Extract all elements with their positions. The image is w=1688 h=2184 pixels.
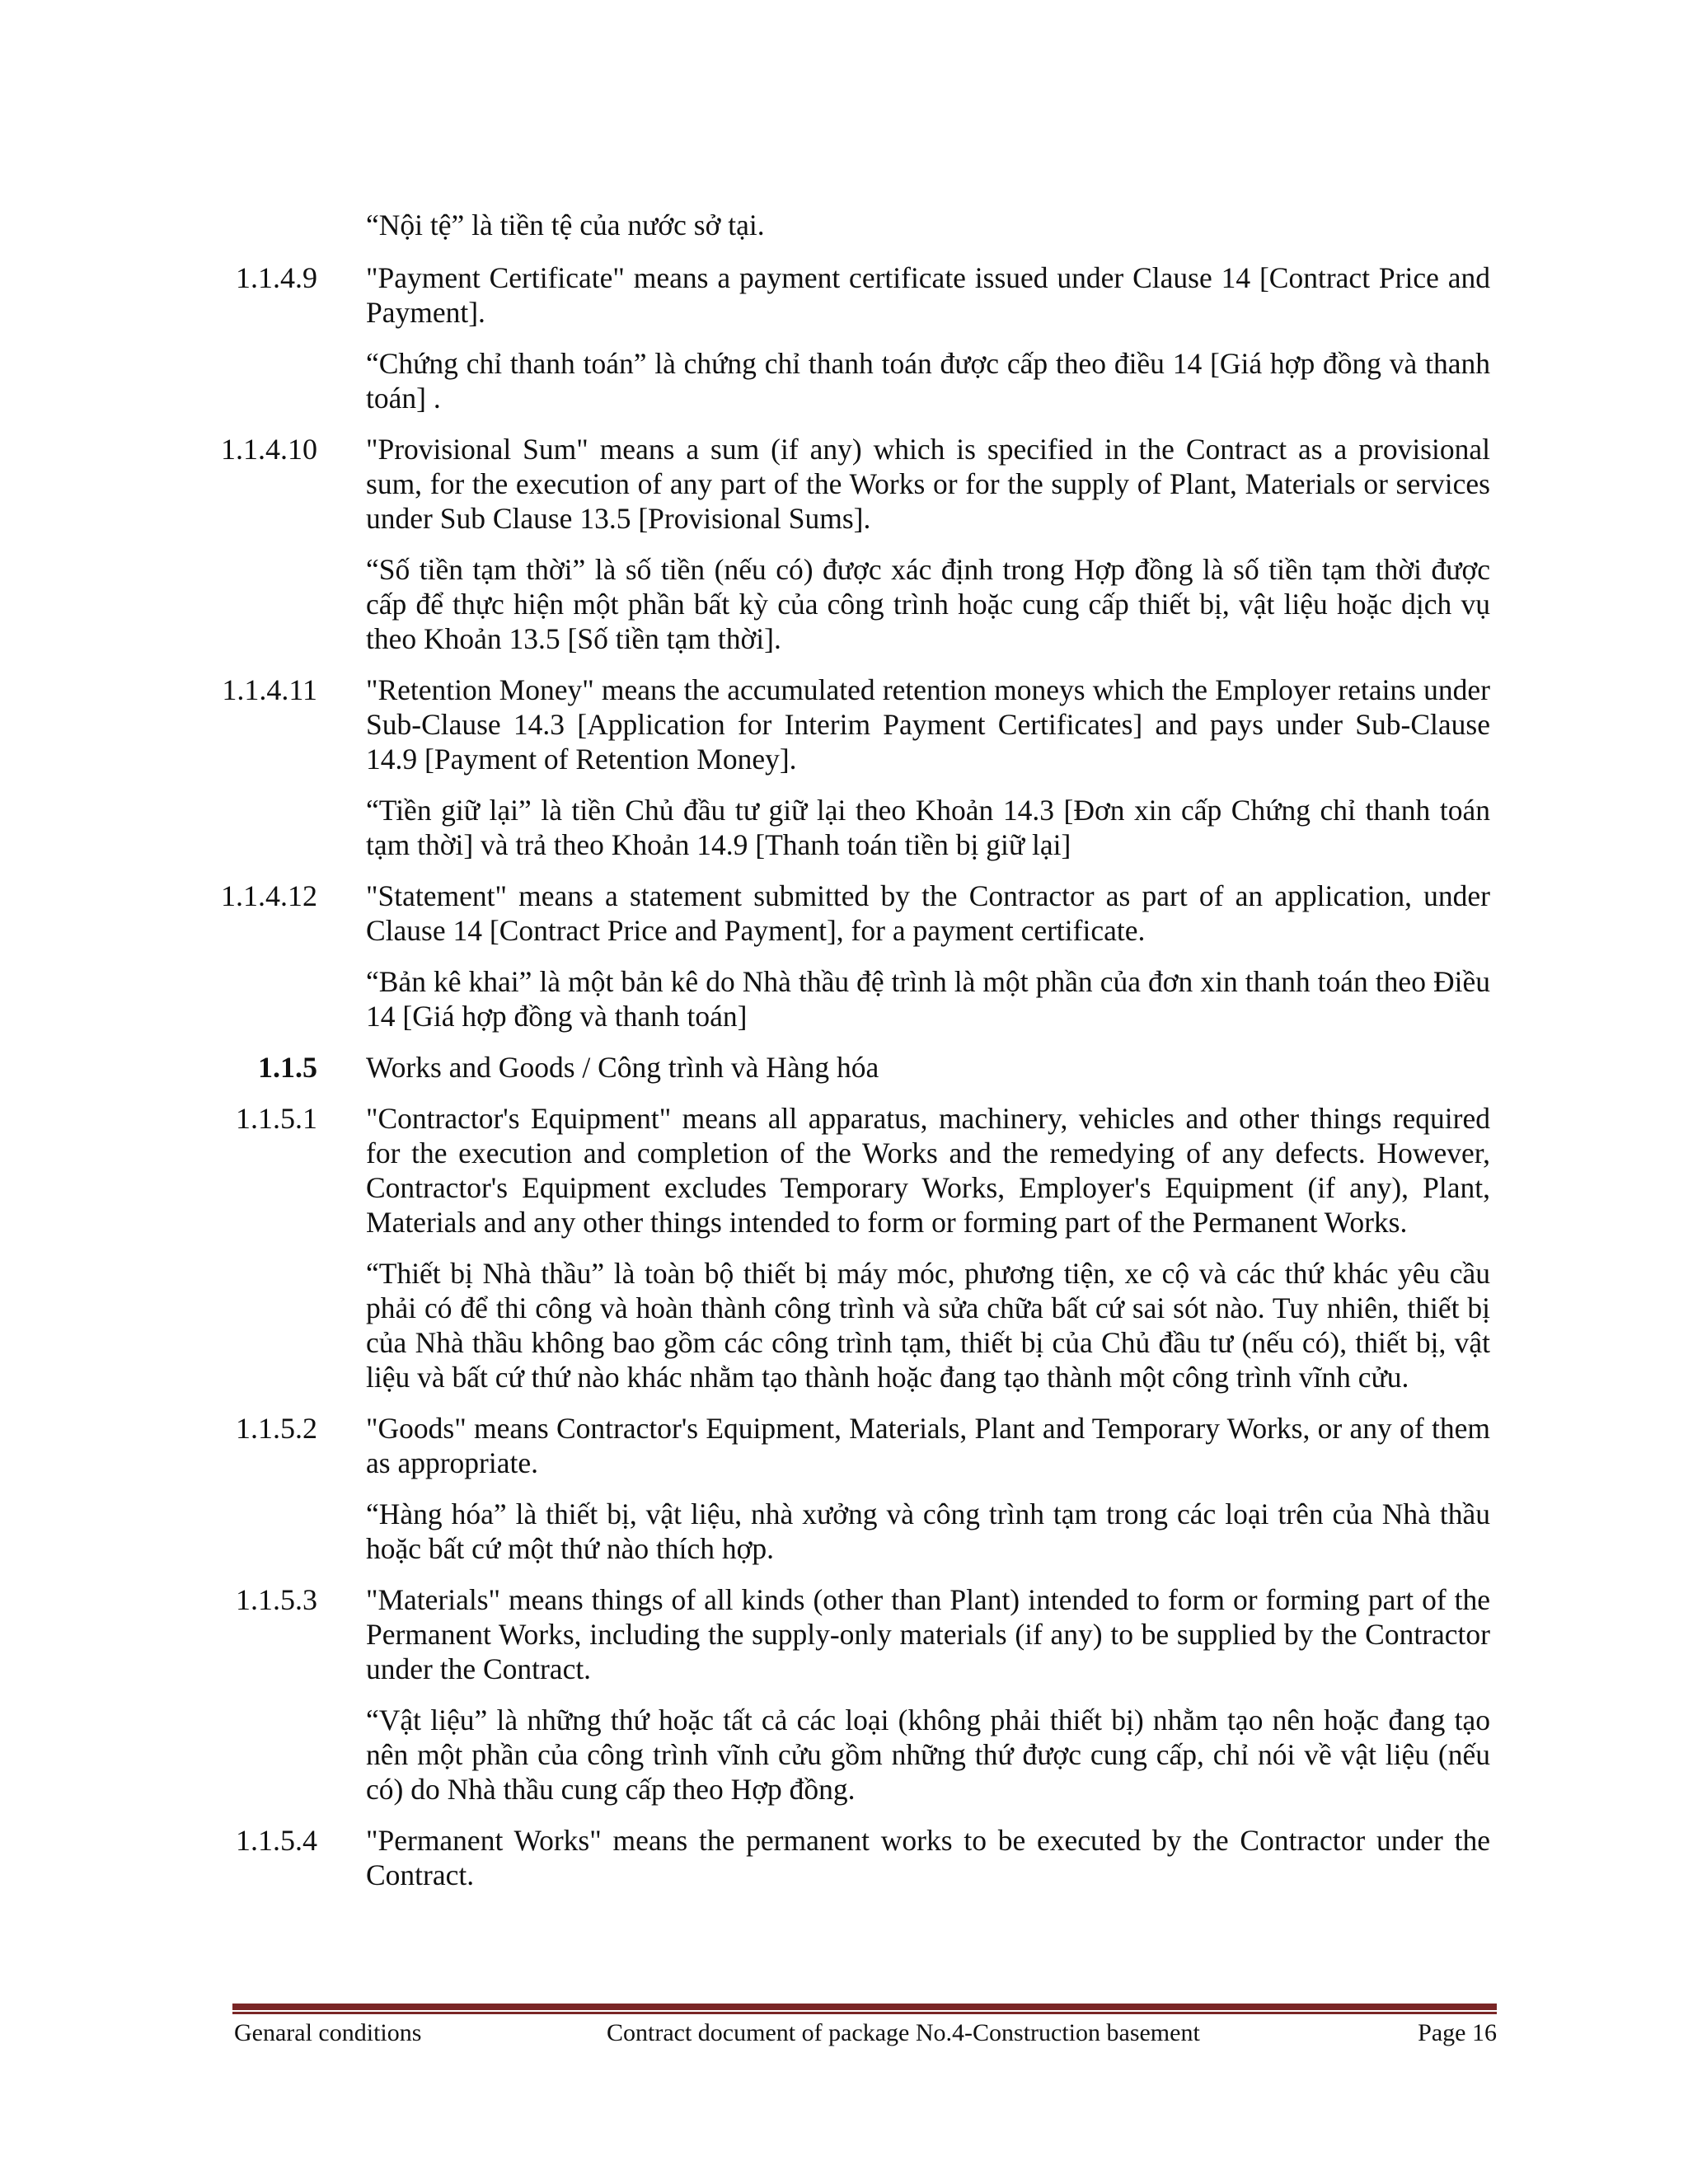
footer-divider-thin bbox=[232, 2012, 1497, 2014]
clause-body bbox=[366, 1101, 1490, 1394]
clause-1-1-5-1 bbox=[0, 1101, 1688, 1394]
clause-paragraph-en: "Payment Certificate" means a payment certificate issued under Clause 14 [Contract Price and Payment]. bbox=[366, 261, 1490, 329]
clause-paragraph-en: "Goods" means Contractor's Equipment, Materials, Plant and Temporary Works, or any of them as appropriate. bbox=[366, 1412, 1490, 1479]
footer-document-title: Contract document of package No.4-Construction basement bbox=[607, 2019, 1200, 2046]
clause-paragraph-en: "Permanent Works" means the permanent works to be executed by the Contractor under the Contract. bbox=[366, 1824, 1490, 1891]
intro-paragraph: “Nội tệ” là tiền tệ của nước sở tại. bbox=[366, 209, 765, 241]
clause-number: 1.1.5.3 bbox=[236, 1583, 317, 1616]
clause-body bbox=[366, 879, 1490, 1033]
footer-divider-thick bbox=[232, 2004, 1497, 2010]
page-footer bbox=[234, 2017, 1497, 2050]
clause-paragraph-en: "Provisional Sum" means a sum (if any) which is specified in the Contract as a provisional sum, for the execution of any part of the Works or for the supply of Plant, Materials or services under Sub Clause 13.5 [Provisional Sums]. bbox=[366, 433, 1490, 535]
clause-body bbox=[366, 260, 1490, 415]
clause-number: 1.1.4.9 bbox=[236, 261, 317, 294]
section-1-1-5 bbox=[0, 1050, 1688, 1085]
clause-body bbox=[366, 1411, 1490, 1566]
clause-number: 1.1.4.12 bbox=[221, 879, 317, 912]
clause-1-1-4-9 bbox=[0, 260, 1688, 415]
clause-1-1-5-2 bbox=[0, 1411, 1688, 1566]
clause-body bbox=[366, 1582, 1490, 1807]
clause-number: 1.1.4.11 bbox=[222, 673, 317, 706]
clause-body bbox=[366, 432, 1490, 656]
clause-paragraph-vi: “Hàng hóa” là thiết bị, vật liệu, nhà xưởng và công trình tạm trong các loại trên của Nhà thầu hoặc bất cứ một thứ nào thích hợp. bbox=[366, 1497, 1490, 1565]
clause-number: 1.1.5.2 bbox=[236, 1412, 317, 1445]
clause-paragraph-vi: “Số tiền tạm thời” là số tiền (nếu có) được xác định trong Hợp đồng là số tiền tạm thời được cấp để thực hiện một phần bất kỳ của công trình hoặc cung cấp thiết bị, vật liệu hoặc dịch vụ theo Khoản 13.5 [Số tiền tạm thời]. bbox=[366, 553, 1490, 655]
clause-paragraph-en: "Contractor's Equipment" means all apparatus, machinery, vehicles and other things required for the execution and completion of the Works and the remedying of any defects. However, Contractor's Equipment excludes Temporary Works, Employer's Equipment (if any), Plant, Materials and any other things intended to form or forming part of the Permanent Works. bbox=[366, 1102, 1490, 1239]
clause-paragraph-en: "Retention Money" means the accumulated retention moneys which the Employer retains under Sub-Clause 14.3 [Application for Interim Payment Certificates] and pays under Sub-Clause 14.9 [Payment of Retention Money]. bbox=[366, 673, 1490, 776]
clause-1-1-4-10 bbox=[0, 432, 1688, 656]
clause-paragraph-vi: “Thiết bị Nhà thầu” là toàn bộ thiết bị máy móc, phương tiện, xe cộ và các thứ khác yêu cầu phải có để thi công và hoàn thành công trình và sửa chữa bất cứ sai sót nào. Tuy nhiên, thiết bị của Nhà thầu không bao gồm các công trình tạm, thiết bị của Chủ đầu tư (nếu có), thiết bị, vật liệu và bất cứ thứ nào khác nhằm tạo thành hoặc đang tạo thành một công trình vĩnh cửu. bbox=[366, 1257, 1490, 1394]
footer-page-number: Page 16 bbox=[1418, 2019, 1497, 2046]
footer-divider bbox=[232, 2004, 1497, 2014]
clause-paragraph-en: "Statement" means a statement submitted by the Contractor as part of an application, under Clause 14 [Contract Price and Payment], for a payment certificate. bbox=[366, 879, 1490, 947]
clause-number: 1.1.5.4 bbox=[236, 1824, 317, 1857]
section-heading: Works and Goods / Công trình và Hàng hóa bbox=[366, 1051, 879, 1084]
clause-body bbox=[366, 1823, 1490, 1892]
clause-1-1-5-4 bbox=[0, 1823, 1688, 1892]
clause-1-1-4-12 bbox=[0, 879, 1688, 1033]
clause-paragraph-vi: “Vật liệu” là những thứ hoặc tất cả các loại (không phải thiết bị) nhằm tạo nên hoặc đang tạo nên một phần của công trình vĩnh cửu gồm những thứ được cung cấp, chỉ nói về vật liệu (nếu có) do Nhà thầu cung cấp theo Hợp đồng. bbox=[366, 1704, 1490, 1806]
clause-1-1-4-11 bbox=[0, 673, 1688, 862]
clause-body bbox=[366, 673, 1490, 862]
section-number: 1.1.5 bbox=[258, 1051, 317, 1084]
section-body bbox=[366, 1050, 1490, 1085]
clause-number: 1.1.5.1 bbox=[236, 1102, 317, 1135]
clause-paragraph-vi: “Tiền giữ lại” là tiền Chủ đầu tư giữ lại theo Khoản 14.3 [Đơn xin cấp Chứng chỉ thanh toán tạm thời] và trả theo Khoản 14.9 [Thanh toán tiền bị giữ lại] bbox=[366, 794, 1490, 861]
clause-paragraph-vi: “Bản kê khai” là một bản kê do Nhà thầu đệ trình là một phần của đơn xin thanh toán theo Điều 14 [Giá hợp đồng và thanh toán] bbox=[366, 965, 1490, 1033]
clause-paragraph-vi: “Chứng chỉ thanh toán” là chứng chỉ thanh toán được cấp theo điều 14 [Giá hợp đồng và thanh toán] . bbox=[366, 347, 1490, 415]
clause-1-1-5-3 bbox=[0, 1582, 1688, 1807]
clause-paragraph-en: "Materials" means things of all kinds (other than Plant) intended to form or forming part of the Permanent Works, including the supply-only materials (if any) to be supplied by the Contractor under the Contract. bbox=[366, 1583, 1490, 1685]
clause-number: 1.1.4.10 bbox=[221, 433, 317, 466]
footer-section-title: Genaral conditions bbox=[234, 2019, 422, 2046]
document-body bbox=[0, 208, 1688, 1909]
